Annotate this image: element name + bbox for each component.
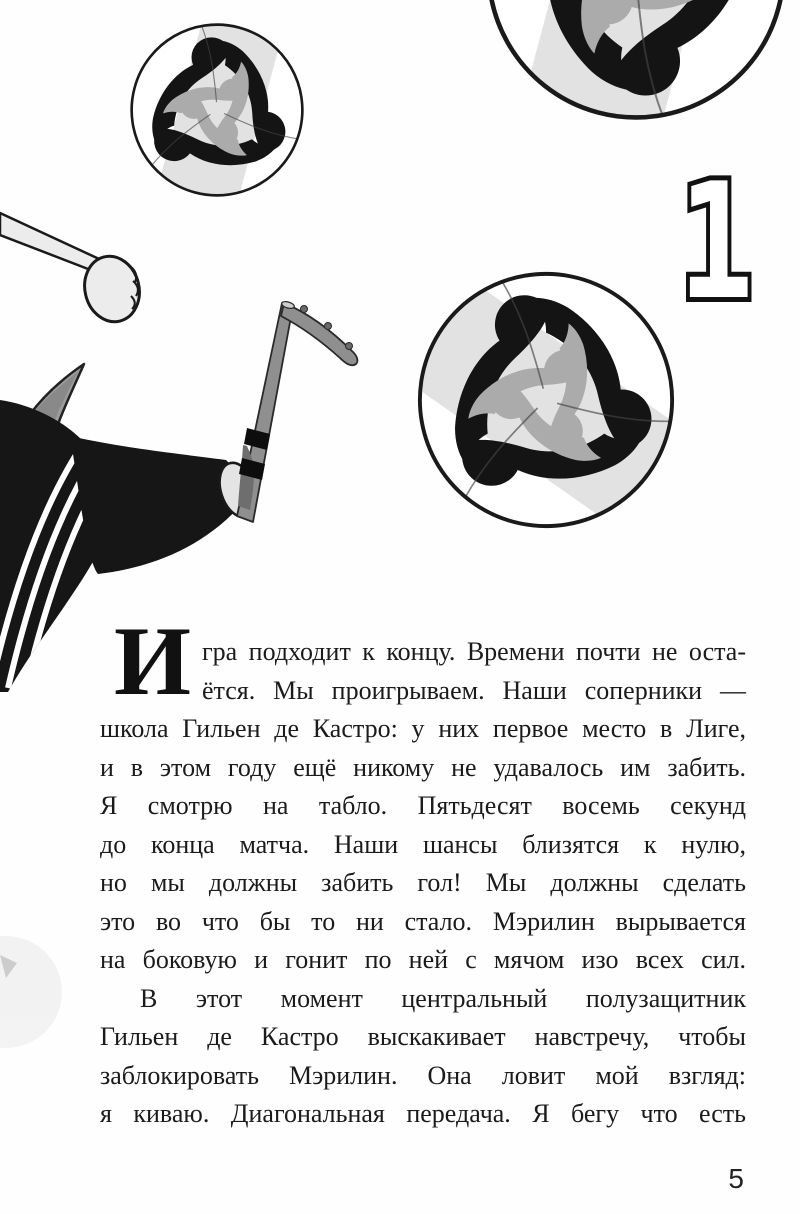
soccer-ball-middle-right-icon: [359, 219, 728, 588]
soccer-ball-top-left-icon: [73, 0, 368, 258]
text-line: но мы должны забить гол! Мы должны сделать: [100, 868, 746, 897]
text-line: я киваю. Диагональная передача. Я бегу что есть: [100, 1099, 746, 1128]
page-number: 5: [728, 1163, 744, 1194]
character-arm-fist: [0, 213, 146, 328]
text-line: заблокировать Мэрилин. Она ловит мой взгляд:: [100, 1060, 746, 1090]
text-line: и в этом году ещё никому не удавалось им забить.: [100, 752, 746, 782]
text-line: Гильен де Кастро выскакивает навстречу, чтобы: [100, 1022, 746, 1051]
text-line: это во что бы то ни стало. Мэрилин вырывается: [100, 906, 746, 936]
drop-cap: И: [114, 607, 192, 716]
character-sleeve: [70, 436, 263, 574]
branch-icon: [237, 300, 357, 522]
text-line: на боковую и гонит по ней с мячом изо всех сил.: [100, 945, 746, 974]
text-line: В этот момент центральный полузащитник: [140, 983, 746, 1013]
text-line: гра подходит к концу. Времени почти не оста-: [202, 637, 746, 666]
chapter-number: 1: [678, 148, 754, 335]
faint-soccer-ball-icon: [0, 936, 62, 1048]
text-line: ётся. Мы проигрываем. Наши соперники —: [202, 675, 746, 705]
body-text: [100, 633, 746, 1134]
text-line: школа Гильен де Кастро: у них первое место в Лиге,: [100, 714, 746, 743]
text-line: Я смотрю на табло. Пятьдесят восемь секунд: [100, 791, 746, 820]
text-line: до конца матча. Наши шансы близятся к нулю,: [100, 829, 746, 859]
